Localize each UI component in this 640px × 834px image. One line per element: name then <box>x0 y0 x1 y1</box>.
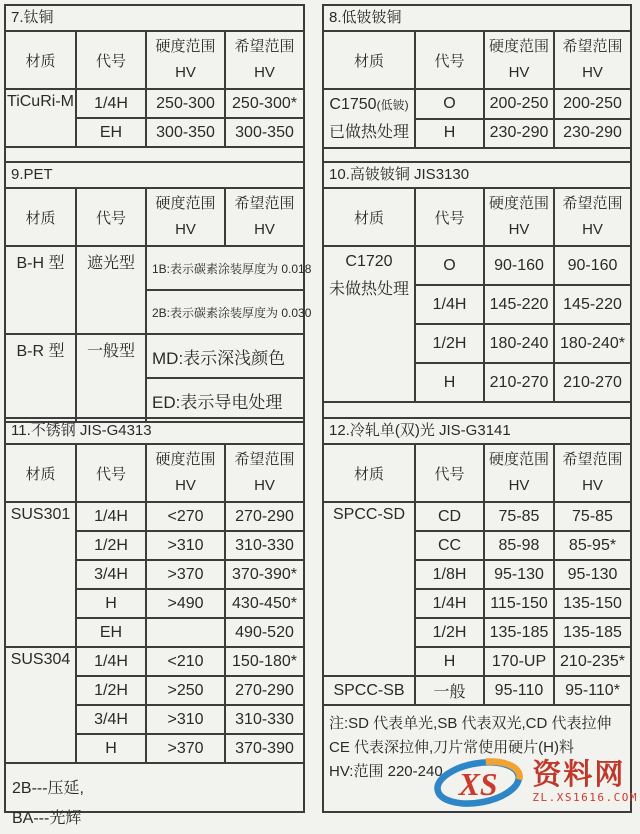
material-name: C1720 <box>345 253 393 270</box>
table-row <box>6 334 303 378</box>
cell-code: CD <box>415 502 484 531</box>
cell-hardness-range: 180-240 <box>484 324 554 363</box>
col-header-desired <box>554 445 630 502</box>
cell-note: 2B:表示碳素涂装厚度为 0.030 <box>146 290 303 334</box>
table-8-low-beryllium-copper-section <box>322 4 632 163</box>
cell-desired-range: 310-330 <box>225 705 303 734</box>
material-name-suffix: (低铍) <box>376 98 409 112</box>
col-header-desired <box>554 189 630 246</box>
col-header-code: 代号 <box>415 189 484 246</box>
cell-code: 1/4H <box>415 285 484 324</box>
cell-desired-range: 135-185 <box>554 618 630 647</box>
cell-hardness-range: <270 <box>146 502 225 531</box>
empty-cell-filler <box>324 403 630 417</box>
cell-code: H <box>415 647 484 676</box>
header-row <box>324 189 630 246</box>
cell-desired-range: 135-150 <box>554 589 630 618</box>
cell-code: 1/4H <box>76 647 146 676</box>
two-column-layout <box>4 4 636 827</box>
empty-cell-filler <box>324 149 630 161</box>
cell-hardness-range: 300-350 <box>146 118 225 146</box>
hv-unit-label: HV <box>175 64 196 81</box>
cell-hardness-range: >310 <box>146 531 225 560</box>
cell-hardness-range: 115-150 <box>484 589 554 618</box>
cell-desired-range: 200-250 <box>554 89 630 119</box>
cell-desired-range: 370-390 <box>225 734 303 762</box>
header-row <box>324 32 630 89</box>
cell-desired-range: 150-180* <box>225 647 303 676</box>
table-row <box>6 246 303 290</box>
table-title: 12.冷轧单(双)光 JIS-G3141 <box>324 419 630 445</box>
cell-material: SUS301 <box>6 502 76 647</box>
cell-desired-range: 95-130 <box>554 560 630 589</box>
cell-hardness-range: 210-270 <box>484 363 554 401</box>
cell-material: SPCC-SB <box>324 676 415 704</box>
col-header-desired-label: 希望范围 <box>562 451 623 468</box>
cell-hardness-range: 170-UP <box>484 647 554 676</box>
cell-hardness-range: >370 <box>146 560 225 589</box>
note-line: HV:范围 220-240 <box>329 763 443 780</box>
cell-hardness-range: 200-250 <box>484 89 554 119</box>
col-header-material: 材质 <box>324 189 415 246</box>
col-header-hardness-label: 硬度范围 <box>155 38 216 55</box>
cell-code: O <box>415 246 484 285</box>
cell-hardness-range: 85-98 <box>484 531 554 560</box>
empty-cell-filler <box>6 148 303 161</box>
cell-code: 1/2H <box>76 676 146 705</box>
col-header-code: 代号 <box>76 445 146 502</box>
cell-desired-range: 430-450* <box>225 589 303 618</box>
cell-hardness-range <box>146 618 225 647</box>
col-header-hardness-label: 硬度范围 <box>155 451 216 468</box>
col-header-hardness <box>146 189 225 246</box>
col-header-hardness <box>146 445 225 502</box>
cell-note: 1B:表示碳素涂装厚度为 0.018 <box>146 246 303 290</box>
table-title: 11.不锈钢 JIS-G4313 <box>6 419 303 445</box>
header-row <box>6 32 303 89</box>
cell-code: 1/2H <box>415 618 484 647</box>
hv-unit-label: HV <box>254 64 275 81</box>
cell-code: 1/8H <box>415 560 484 589</box>
cell-material <box>324 246 415 401</box>
col-header-hardness-label: 硬度范围 <box>488 195 549 212</box>
table-row <box>324 676 630 704</box>
cell-material: B-H 型 <box>6 246 76 334</box>
table-title: 10.高铍铍铜 JIS3130 <box>324 163 630 189</box>
table-row <box>324 246 630 285</box>
col-header-material: 材质 <box>6 445 76 502</box>
table-row <box>6 89 303 118</box>
cell-note: MD:表示深浅颜色 <box>146 334 303 378</box>
col-header-hardness-label: 硬度范围 <box>488 38 549 55</box>
material-name: C1750 <box>329 96 377 113</box>
left-column <box>4 4 312 827</box>
cell-code: H <box>415 119 484 148</box>
cell-hardness-range: 90-160 <box>484 246 554 285</box>
header-row <box>6 445 303 502</box>
footnote-line: BA---光辉 <box>12 810 82 827</box>
col-header-desired <box>225 445 303 502</box>
col-header-code: 代号 <box>415 32 484 89</box>
col-header-material: 材质 <box>324 32 415 89</box>
table-title: 7.钛铜 <box>6 6 303 32</box>
table-8-low-beryllium-copper <box>324 32 630 149</box>
cell-code: 一般 <box>415 676 484 704</box>
table-9-pet <box>6 189 312 423</box>
footnote-line: 2B---压延, <box>12 780 85 797</box>
cell-desired-range: 490-520 <box>225 618 303 647</box>
header-row <box>324 445 630 502</box>
cell-code: 1/4H <box>76 502 146 531</box>
cell-code: 1/4H <box>76 89 146 118</box>
document-page <box>4 4 636 827</box>
col-header-code: 代号 <box>76 32 146 89</box>
cell-code: H <box>76 589 146 618</box>
cell-desired-range: 270-290 <box>225 502 303 531</box>
cell-material: B-R 型 <box>6 334 76 421</box>
cell-desired-range: 85-95* <box>554 531 630 560</box>
cell-desired-range: 270-290 <box>225 676 303 705</box>
col-header-code: 代号 <box>76 189 146 246</box>
col-header-desired-label: 希望范围 <box>562 195 623 212</box>
cell-hardness-range: >370 <box>146 734 225 762</box>
cell-note: ED:表示导电处理 <box>146 378 303 421</box>
cell-desired-range: 310-330 <box>225 531 303 560</box>
table-7-titanium-copper-section <box>4 4 305 163</box>
col-header-material: 材质 <box>6 32 76 89</box>
cell-code: 遮光型 <box>76 246 146 334</box>
hv-unit-label: HV <box>508 64 530 81</box>
watermark-logo-icon <box>430 754 530 810</box>
col-header-desired <box>225 32 303 89</box>
table-row <box>6 502 303 531</box>
cell-material: SUS304 <box>6 647 76 762</box>
watermark-site-url: ZL.XS1616.COM <box>532 791 638 804</box>
cell-code: EH <box>76 618 146 647</box>
hv-unit-label: HV <box>175 477 196 494</box>
cell-desired-range: 370-390* <box>225 560 303 589</box>
table-11-stainless-steel-section <box>4 417 305 827</box>
table-row <box>6 647 303 676</box>
col-header-hardness-label: 硬度范围 <box>155 195 216 212</box>
col-header-hardness-label: 硬度范围 <box>488 451 549 468</box>
cell-hardness-range: 95-110 <box>484 676 554 704</box>
cell-hardness-range: >310 <box>146 705 225 734</box>
cell-hardness-range: >250 <box>146 676 225 705</box>
col-header-material: 材质 <box>6 189 76 246</box>
table-row <box>324 502 630 531</box>
cell-hardness-range: 250-300 <box>146 89 225 118</box>
cell-code: 1/2H <box>76 531 146 560</box>
cell-code: 1/4H <box>415 589 484 618</box>
cell-hardness-range: <210 <box>146 647 225 676</box>
cell-material <box>324 89 415 147</box>
cell-desired-range: 75-85 <box>554 502 630 531</box>
table-title: 8.低铍铍铜 <box>324 6 630 32</box>
right-column <box>322 4 632 813</box>
cell-code: H <box>76 734 146 762</box>
watermark-text-block <box>532 760 638 804</box>
cell-hardness-range: 135-185 <box>484 618 554 647</box>
cell-desired-range: 300-350 <box>225 118 303 146</box>
hv-unit-label: HV <box>508 221 530 238</box>
table-7-titanium-copper <box>6 32 303 148</box>
col-header-hardness <box>146 32 225 89</box>
table-11-stainless-steel <box>6 445 303 764</box>
cell-hardness-range: 95-130 <box>484 560 554 589</box>
cell-hardness-range: 145-220 <box>484 285 554 324</box>
cell-code: H <box>415 363 484 401</box>
cell-desired-range: 210-270 <box>554 363 630 401</box>
table-row <box>324 89 630 119</box>
cell-desired-range: 250-300* <box>225 89 303 118</box>
col-header-desired-label: 希望范围 <box>234 38 295 55</box>
cell-code: 1/2H <box>415 324 484 363</box>
cell-desired-range: 180-240* <box>554 324 630 363</box>
cell-desired-range: 95-110* <box>554 676 630 704</box>
table-title: 9.PET <box>6 163 303 189</box>
col-header-code: 代号 <box>415 445 484 502</box>
watermark-site-name: 资料网 <box>532 759 626 791</box>
hv-unit-label: HV <box>582 221 603 238</box>
cell-desired-range: 230-290 <box>554 119 630 148</box>
hv-unit-label: HV <box>175 221 196 238</box>
cell-code: CC <box>415 531 484 560</box>
col-header-material: 材质 <box>324 445 415 502</box>
col-header-hardness <box>484 32 554 89</box>
cell-hardness-range: 230-290 <box>484 119 554 148</box>
watermark <box>430 754 638 810</box>
table-9-pet-section <box>4 161 312 419</box>
cell-code: 3/4H <box>76 560 146 589</box>
table-10-high-beryllium-copper <box>324 189 630 403</box>
col-header-desired <box>225 189 303 246</box>
col-header-desired-label: 希望范围 <box>234 451 295 468</box>
cell-code: 一般型 <box>76 334 146 421</box>
hv-unit-label: HV <box>508 477 530 494</box>
cell-desired-range: 90-160 <box>554 246 630 285</box>
watermark-logo-text: XS <box>459 767 498 803</box>
cell-hardness-range: >490 <box>146 589 225 618</box>
col-header-hardness <box>484 445 554 502</box>
note-line: CE 代表深拉伸,刀片常使用硬片(H)料 <box>329 739 574 756</box>
hv-unit-label: HV <box>582 64 603 81</box>
note-line: 注:SD 代表单光,SB 代表双光,CD 代表拉伸 <box>329 715 612 732</box>
hv-unit-label: HV <box>254 477 275 494</box>
material-note: 未做热处理 <box>328 281 409 298</box>
hv-unit-label: HV <box>582 477 603 494</box>
header-row <box>6 189 303 246</box>
col-header-hardness <box>484 189 554 246</box>
col-header-desired-label: 希望范围 <box>234 195 295 212</box>
cell-material: TiCuRi-M <box>6 89 76 146</box>
col-header-desired-label: 希望范围 <box>562 38 623 55</box>
table-12-cold-rolled-steel <box>324 445 630 706</box>
cell-desired-range: 145-220 <box>554 285 630 324</box>
cell-material: SPCC-SD <box>324 502 415 676</box>
cell-desired-range: 210-235* <box>554 647 630 676</box>
col-header-desired <box>554 32 630 89</box>
hv-unit-label: HV <box>254 221 275 238</box>
table-11-footnotes <box>6 764 303 834</box>
cell-code: 3/4H <box>76 705 146 734</box>
cell-code: O <box>415 89 484 119</box>
cell-code: EH <box>76 118 146 146</box>
cell-hardness-range: 75-85 <box>484 502 554 531</box>
material-note: 已做热处理 <box>328 124 409 141</box>
table-10-high-beryllium-copper-section <box>322 161 632 419</box>
